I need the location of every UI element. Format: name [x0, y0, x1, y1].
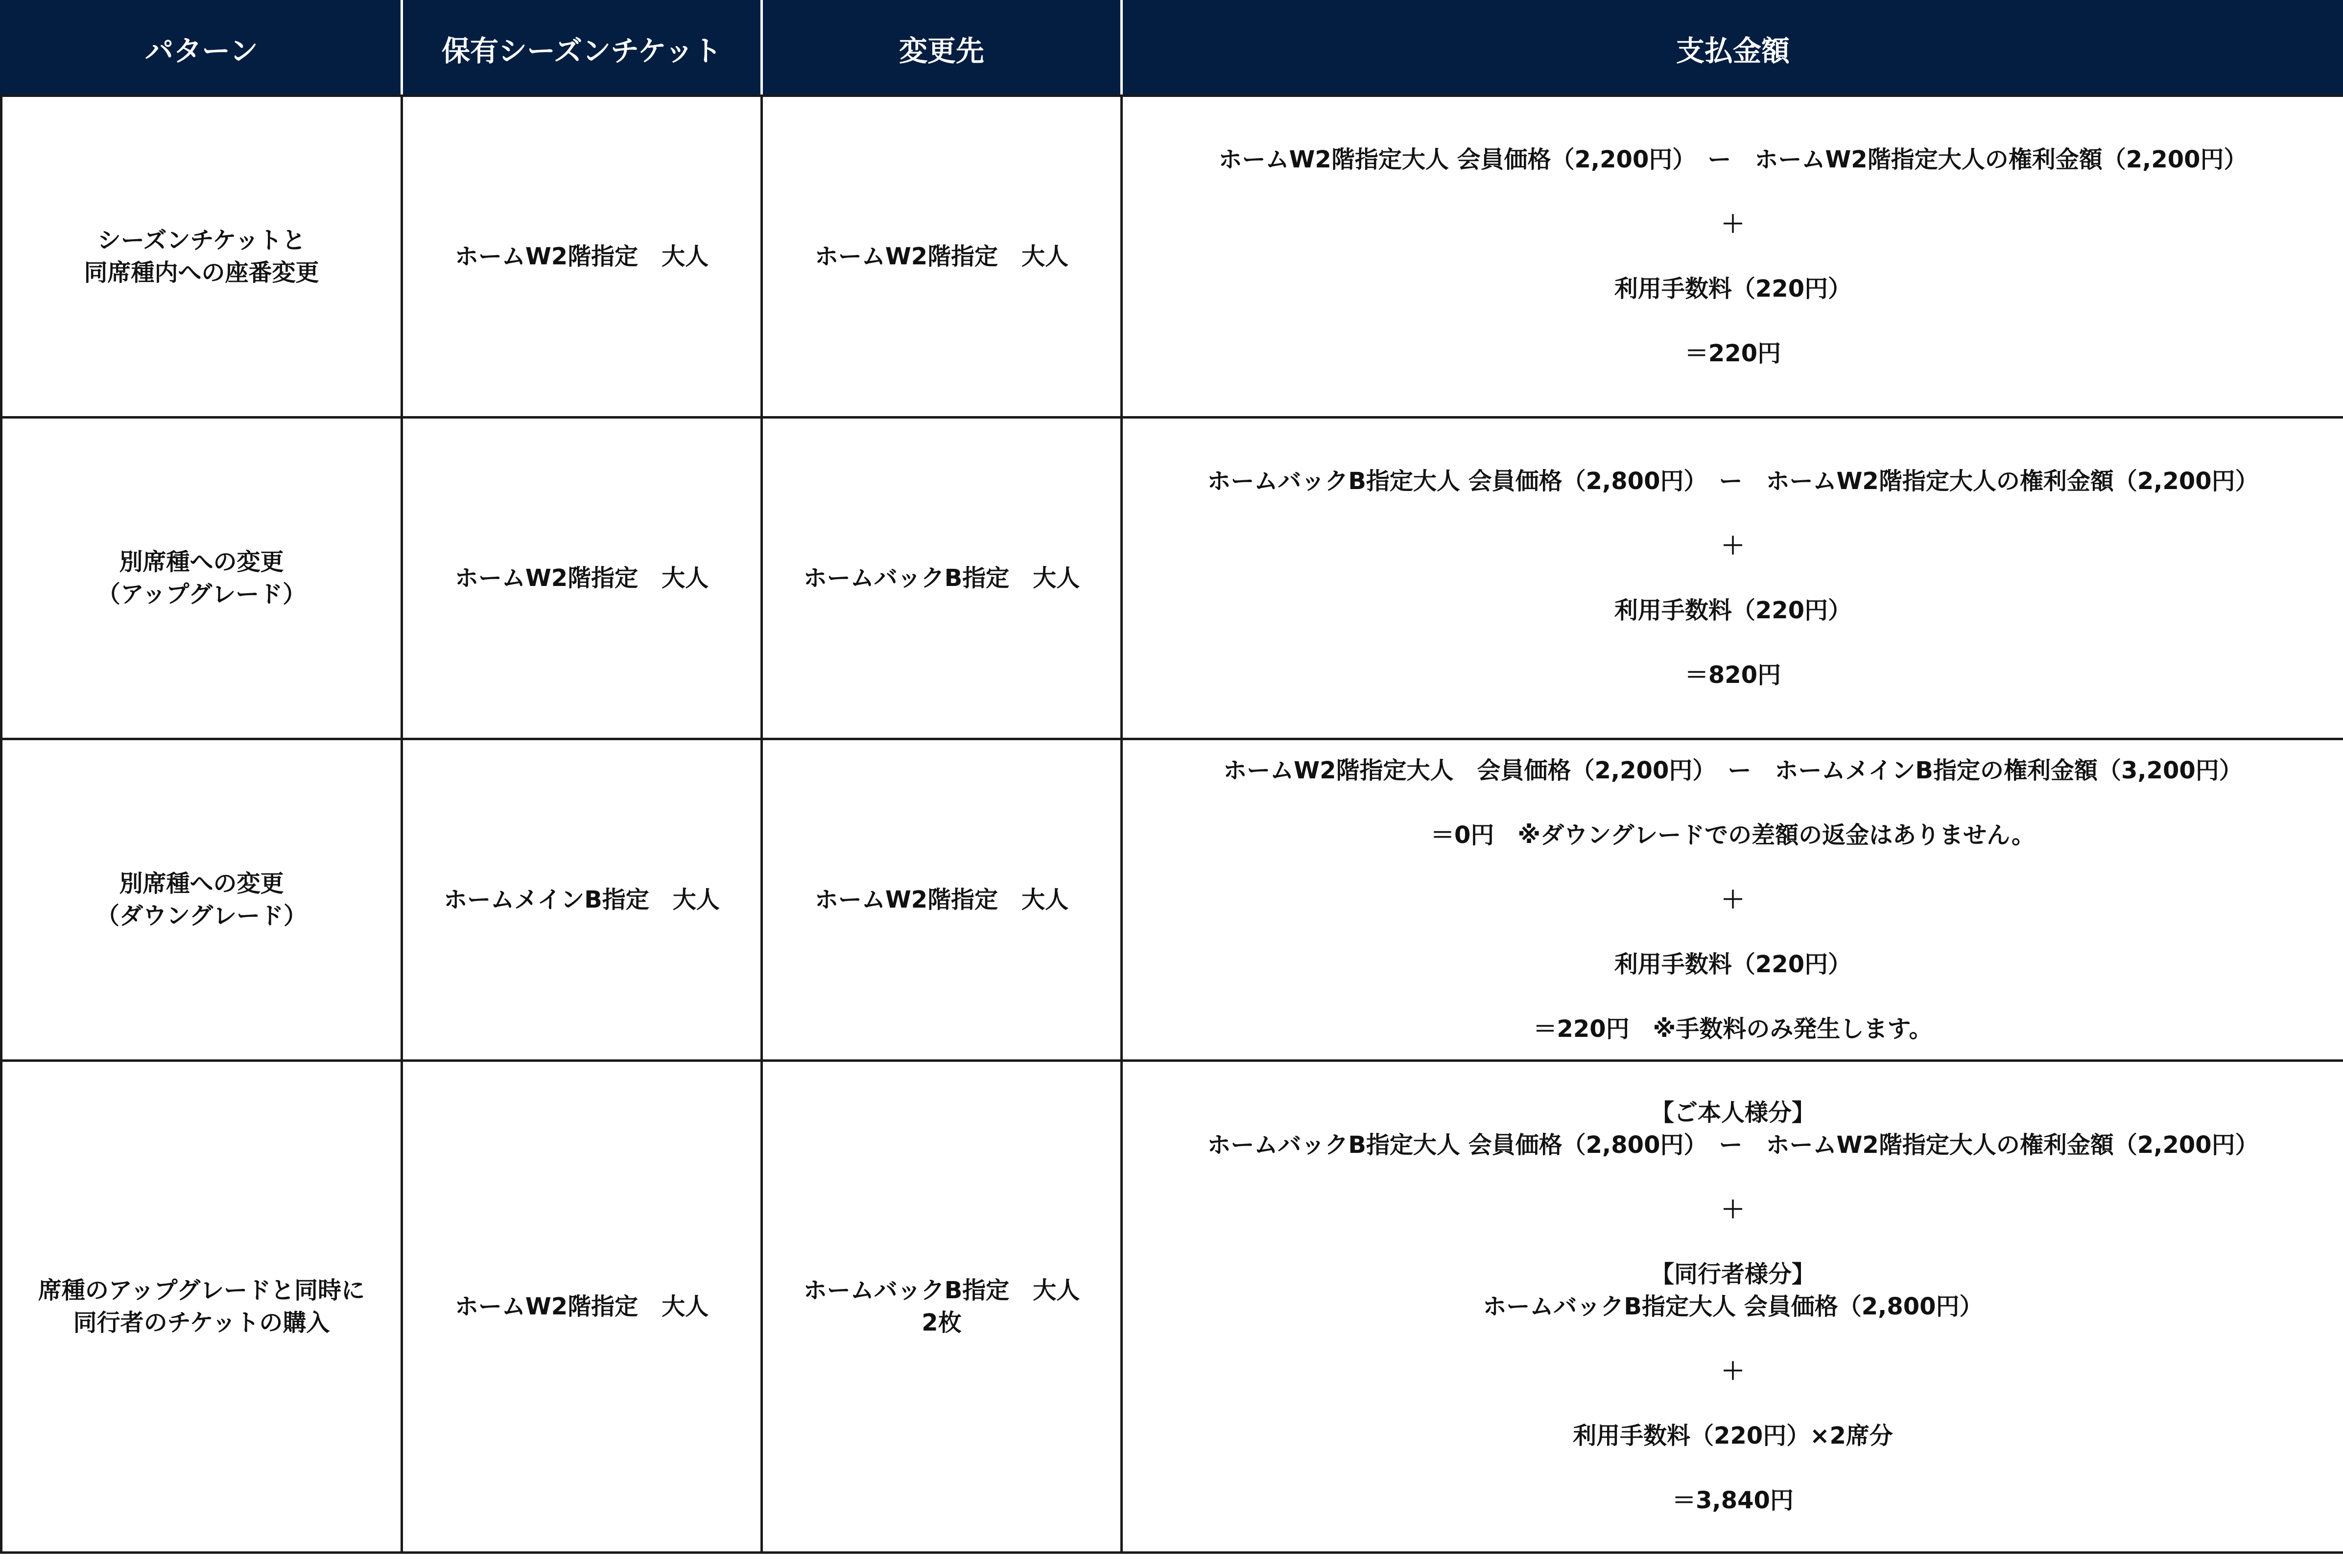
change-target-cell	[762, 96, 1122, 418]
plus-sign: ＋	[1721, 532, 1745, 560]
table-row	[1, 418, 2343, 739]
payment-total: ＝220円 ※手数料のみ発生します。	[1533, 1015, 1933, 1043]
change-target-line: ホームW2階指定 大人	[814, 886, 1069, 913]
pattern-cell	[1, 96, 402, 418]
owned-ticket-line: ホームメインB指定 大人	[444, 886, 720, 913]
header-row	[1, 1, 2343, 96]
pattern-line: 別席種への変更	[119, 870, 284, 897]
payment-note: ＝0円 ※ダウングレードでの差額の返金はありません。	[1431, 821, 2035, 849]
usage-fee: 利用手数料（220円）	[1614, 951, 1852, 978]
change-target-line: ホームW2階指定 大人	[814, 243, 1069, 270]
payment-formula: ホームバックB指定大人 会員価格（2,800円） ー ホームW2階指定大人の権利金額（2,200円）	[1207, 468, 2259, 495]
payment-formula: ホームバックB指定大人 会員価格（2,800円） ー ホームW2階指定大人の権利金額（2,200円）	[1207, 1131, 2259, 1159]
pattern-line: 同席種内への座番変更	[84, 259, 319, 286]
payment-total: ＝3,840円	[1672, 1487, 1794, 1514]
payment-formula: ホームW2階指定大人 会員価格（2,200円） ー ホームメインB指定の権利金額（3,200円）	[1223, 757, 2243, 784]
owned-ticket-cell	[402, 739, 762, 1061]
pattern-line: 同行者のチケットの購入	[73, 1309, 330, 1336]
change-target-cell	[762, 739, 1122, 1061]
payment-total: ＝220円	[1684, 340, 1781, 367]
change-target-cell	[762, 1061, 1122, 1553]
pattern-line: シーズンチケットと	[97, 227, 306, 254]
pattern-cell	[1, 1061, 402, 1553]
payment-total: ＝820円	[1684, 661, 1781, 689]
pattern-cell	[1, 739, 402, 1061]
usage-fee: 利用手数料（220円）×2席分	[1573, 1422, 1893, 1450]
header-payment-amount: 支払金額	[1122, 1, 2343, 96]
plus-sign: ＋	[1721, 886, 1745, 913]
owned-ticket-cell	[402, 96, 762, 418]
plus-sign: ＋	[1721, 211, 1745, 238]
change-target-cell	[762, 418, 1122, 739]
pattern-line: 席種のアップグレードと同時に	[38, 1277, 365, 1304]
owned-ticket-cell	[402, 1061, 762, 1553]
pattern-cell	[1, 418, 402, 739]
header-pattern: パターン	[1, 1, 402, 96]
plus-sign: ＋	[1721, 1196, 1745, 1223]
pattern-line: （ダウングレード）	[95, 902, 308, 930]
pattern-line: 別席種への変更	[119, 548, 284, 576]
change-target-line: ホームバックB指定 大人	[803, 1277, 1080, 1304]
owned-ticket-line: ホームW2階指定 大人	[454, 243, 709, 270]
table-row	[1, 1061, 2343, 1553]
header-owned-ticket: 保有シーズンチケット	[402, 1, 762, 96]
owned-ticket-cell	[402, 418, 762, 739]
payment-cell	[1122, 1061, 2343, 1553]
table-header	[1, 1, 2343, 96]
header-change-target: 変更先	[762, 1, 1122, 96]
payment-cell	[1122, 418, 2343, 739]
usage-fee: 利用手数料（220円）	[1614, 597, 1852, 624]
self-portion-label: 【ご本人様分】	[1650, 1099, 1815, 1126]
change-target-line: ホームバックB指定 大人	[803, 564, 1080, 592]
companion-portion-label: 【同行者様分】	[1650, 1261, 1815, 1288]
pattern-line: （アップグレード）	[96, 581, 307, 608]
companion-price: ホームバックB指定大人 会員価格（2,800円）	[1483, 1293, 1983, 1320]
owned-ticket-line: ホームW2階指定 大人	[454, 1293, 709, 1320]
table-row	[1, 739, 2343, 1061]
table-row	[1, 96, 2343, 418]
payment-formula: ホームW2階指定大人 会員価格（2,200円） ー ホームW2階指定大人の権利金額（2,200円）	[1218, 146, 2248, 173]
plus-sign: ＋	[1721, 1357, 1745, 1385]
usage-fee: 利用手数料（220円）	[1614, 275, 1852, 303]
ticket-count: 2枚	[922, 1309, 962, 1336]
table-body	[1, 96, 2343, 1553]
payment-cell	[1122, 739, 2343, 1061]
payment-cell	[1122, 96, 2343, 418]
owned-ticket-line: ホームW2階指定 大人	[454, 564, 709, 592]
